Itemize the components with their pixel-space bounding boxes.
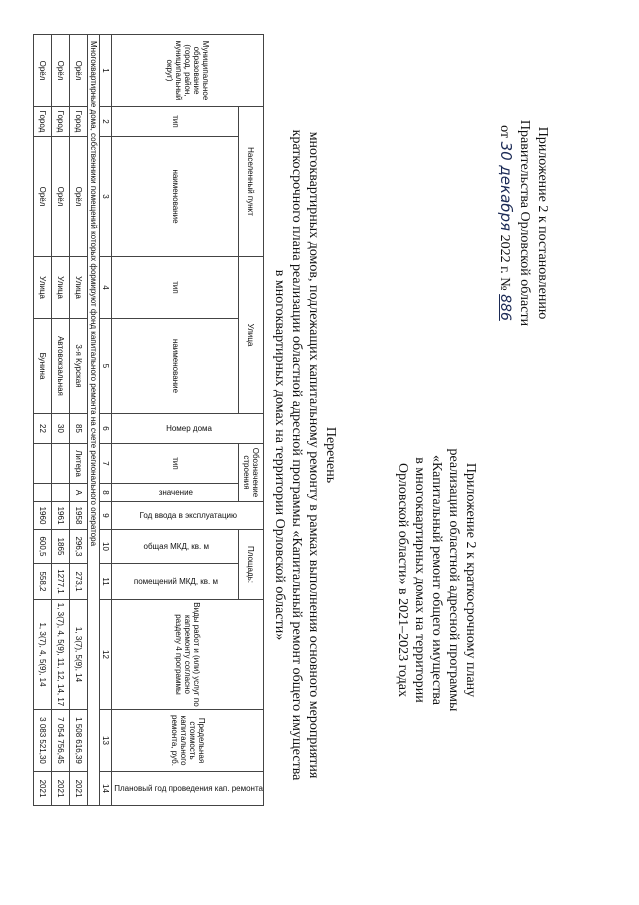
header-works: Виды работ и (или) услуг по капремонту согласно разделу 4 программы	[112, 600, 264, 710]
title-line: в многоквартирных домах на территории Орловской области»	[272, 269, 287, 641]
cell-cost: 7 054 756,45	[52, 710, 70, 772]
cell-building-type	[52, 444, 70, 484]
annex-line: «Капитальный ремонт общего имущества	[429, 455, 444, 705]
column-number: 10	[100, 530, 112, 564]
handwritten-date: 30 декабря	[497, 141, 515, 232]
section-title: Многоквартирные дома, собственники помещений которых формируют фонд капитального ремонта на счете регионального оператора	[88, 35, 100, 806]
cell-house-number: 85	[70, 414, 88, 444]
cell-works: 1, 3(7), 5(9), 14	[70, 600, 88, 710]
column-number: 9	[100, 502, 112, 530]
column-number: 4	[100, 257, 112, 319]
cell-street-name: Бунина	[34, 319, 52, 414]
cell-year-built: 1961	[52, 502, 70, 530]
cell-area-total: 600,5	[34, 530, 52, 564]
column-number: 14	[100, 772, 112, 806]
header-area-premises-text: помещений МКД, кв. м	[134, 577, 219, 586]
cell-settlement-name: Орёл	[70, 137, 88, 257]
header-area-total-text: общая МКД, кв. м	[143, 542, 209, 551]
cell-street-type: Улица	[52, 257, 70, 319]
header-year-built	[112, 502, 264, 530]
cell-street-type: Улица	[70, 257, 88, 319]
header-settlement: Населенный пункт	[239, 107, 264, 257]
cell-building-value	[34, 484, 52, 502]
cell-cost: 1 508 616,39	[70, 710, 88, 772]
header-plan-year	[112, 772, 264, 806]
column-number: 2	[100, 107, 112, 137]
header-settlement-name: наименование	[112, 137, 239, 257]
title-line: многоквартирных домов, подлежащих капитальному ремонту в рамках выполнения основного мероприятия	[306, 131, 321, 779]
handwritten-number: 886	[497, 294, 513, 321]
column-number: 7	[100, 444, 112, 484]
cell-plan-year: 2021	[34, 772, 52, 806]
title-heading: Перечень	[323, 426, 338, 484]
cell-area-premises: 273,1	[70, 564, 88, 600]
header-house-number	[112, 414, 264, 444]
appendix-date-suffix: 2022 г. №	[497, 234, 512, 291]
column-number: 5	[100, 319, 112, 414]
cell-house-number: 22	[34, 414, 52, 444]
cell-works: 1, 3(7), 4, 5(9), 14	[34, 600, 52, 710]
header-building-type: тип	[112, 444, 239, 484]
header-street-name: наименование	[112, 319, 239, 414]
cell-municipality: Орёл	[52, 35, 70, 107]
annex-line: реализации областной адресной программы	[446, 448, 461, 712]
column-number: 3	[100, 137, 112, 257]
section-row	[88, 35, 100, 806]
header-municipality: Муниципальное образование (город, район, муниципальный округ)	[112, 35, 264, 107]
cell-year-built: 1958	[70, 502, 88, 530]
cell-area-premises: 558,2	[34, 564, 52, 600]
cell-building-value	[52, 484, 70, 502]
appendix-line-1: Приложение 2 к постановлению	[535, 126, 550, 320]
cell-area-total: 1865	[52, 530, 70, 564]
header-street: Улица	[239, 257, 264, 414]
header-building-value-text: значение	[158, 488, 194, 497]
column-number: 13	[100, 710, 112, 772]
appendix-line-2: Правительства Орловской области	[517, 119, 532, 327]
header-year-built-text: Год ввода в эксплуатацию	[139, 511, 238, 520]
header-cost: Предельная стоимость капитального ремонта, руб.	[112, 710, 264, 772]
cell-area-total: 296,3	[70, 530, 88, 564]
header-building-value	[112, 484, 239, 502]
header-house-number-text: Номер дома	[165, 424, 212, 433]
document-title	[271, 70, 339, 840]
appendix-line-3	[495, 58, 515, 388]
annex-header	[394, 365, 479, 795]
cell-settlement-name: Орёл	[34, 137, 52, 257]
header-area-premises	[112, 564, 239, 600]
cell-year-built: 1960	[34, 502, 52, 530]
column-number: 12	[100, 600, 112, 710]
cell-settlement-type: Город	[34, 107, 52, 137]
cell-building-type	[34, 444, 52, 484]
cell-house-number: 30	[52, 414, 70, 444]
column-number-row	[100, 35, 112, 806]
column-number: 6	[100, 414, 112, 444]
cell-municipality: Орёл	[34, 35, 52, 107]
cell-plan-year: 2021	[52, 772, 70, 806]
cell-building-type: Литера	[70, 444, 88, 484]
annex-line: Приложение 2 к краткосрочному плану	[463, 462, 478, 698]
header-plan-year-text: Плановый год проведения кап. ремонта	[114, 784, 263, 793]
header-area-total	[112, 530, 239, 564]
cell-plan-year: 2021	[70, 772, 88, 806]
cell-municipality: Орёл	[70, 35, 88, 107]
cell-building-value: А	[70, 484, 88, 502]
table-row	[34, 35, 52, 806]
annex-line: Орловской области» в 2021–2023 годах	[395, 463, 410, 697]
cell-settlement-type: Город	[70, 107, 88, 137]
appendix-header	[495, 58, 551, 388]
appendix-date-prefix: от	[497, 125, 512, 139]
cell-street-name: Автовокзальная	[52, 319, 70, 414]
column-number: 1	[100, 35, 112, 107]
annex-line: в многоквартирных домах на территории	[412, 457, 427, 703]
column-number: 8	[100, 484, 112, 502]
cell-works: 1, 3(7), 4, 5(9), 11, 12, 14, 17	[52, 600, 70, 710]
houses-table	[33, 34, 264, 806]
header-settlement-type: тип	[112, 107, 239, 137]
column-number: 11	[100, 564, 112, 600]
table-header-row	[239, 35, 264, 806]
header-area: Площадь:	[239, 530, 264, 600]
cell-street-type: Улица	[34, 257, 52, 319]
table-row	[70, 35, 88, 806]
header-street-type: тип	[112, 257, 239, 319]
cell-street-name: 3-я Курская	[70, 319, 88, 414]
header-building: Обозначение строения	[239, 444, 264, 502]
table-row	[52, 35, 70, 806]
cell-cost: 3 083 521,30	[34, 710, 52, 772]
cell-area-premises: 1277,1	[52, 564, 70, 600]
title-line: краткосрочного плана реализации областной адресной программы «Капитальный ремонт общего имущества	[289, 129, 304, 781]
cell-settlement-name: Орёл	[52, 137, 70, 257]
cell-settlement-type: Город	[52, 107, 70, 137]
